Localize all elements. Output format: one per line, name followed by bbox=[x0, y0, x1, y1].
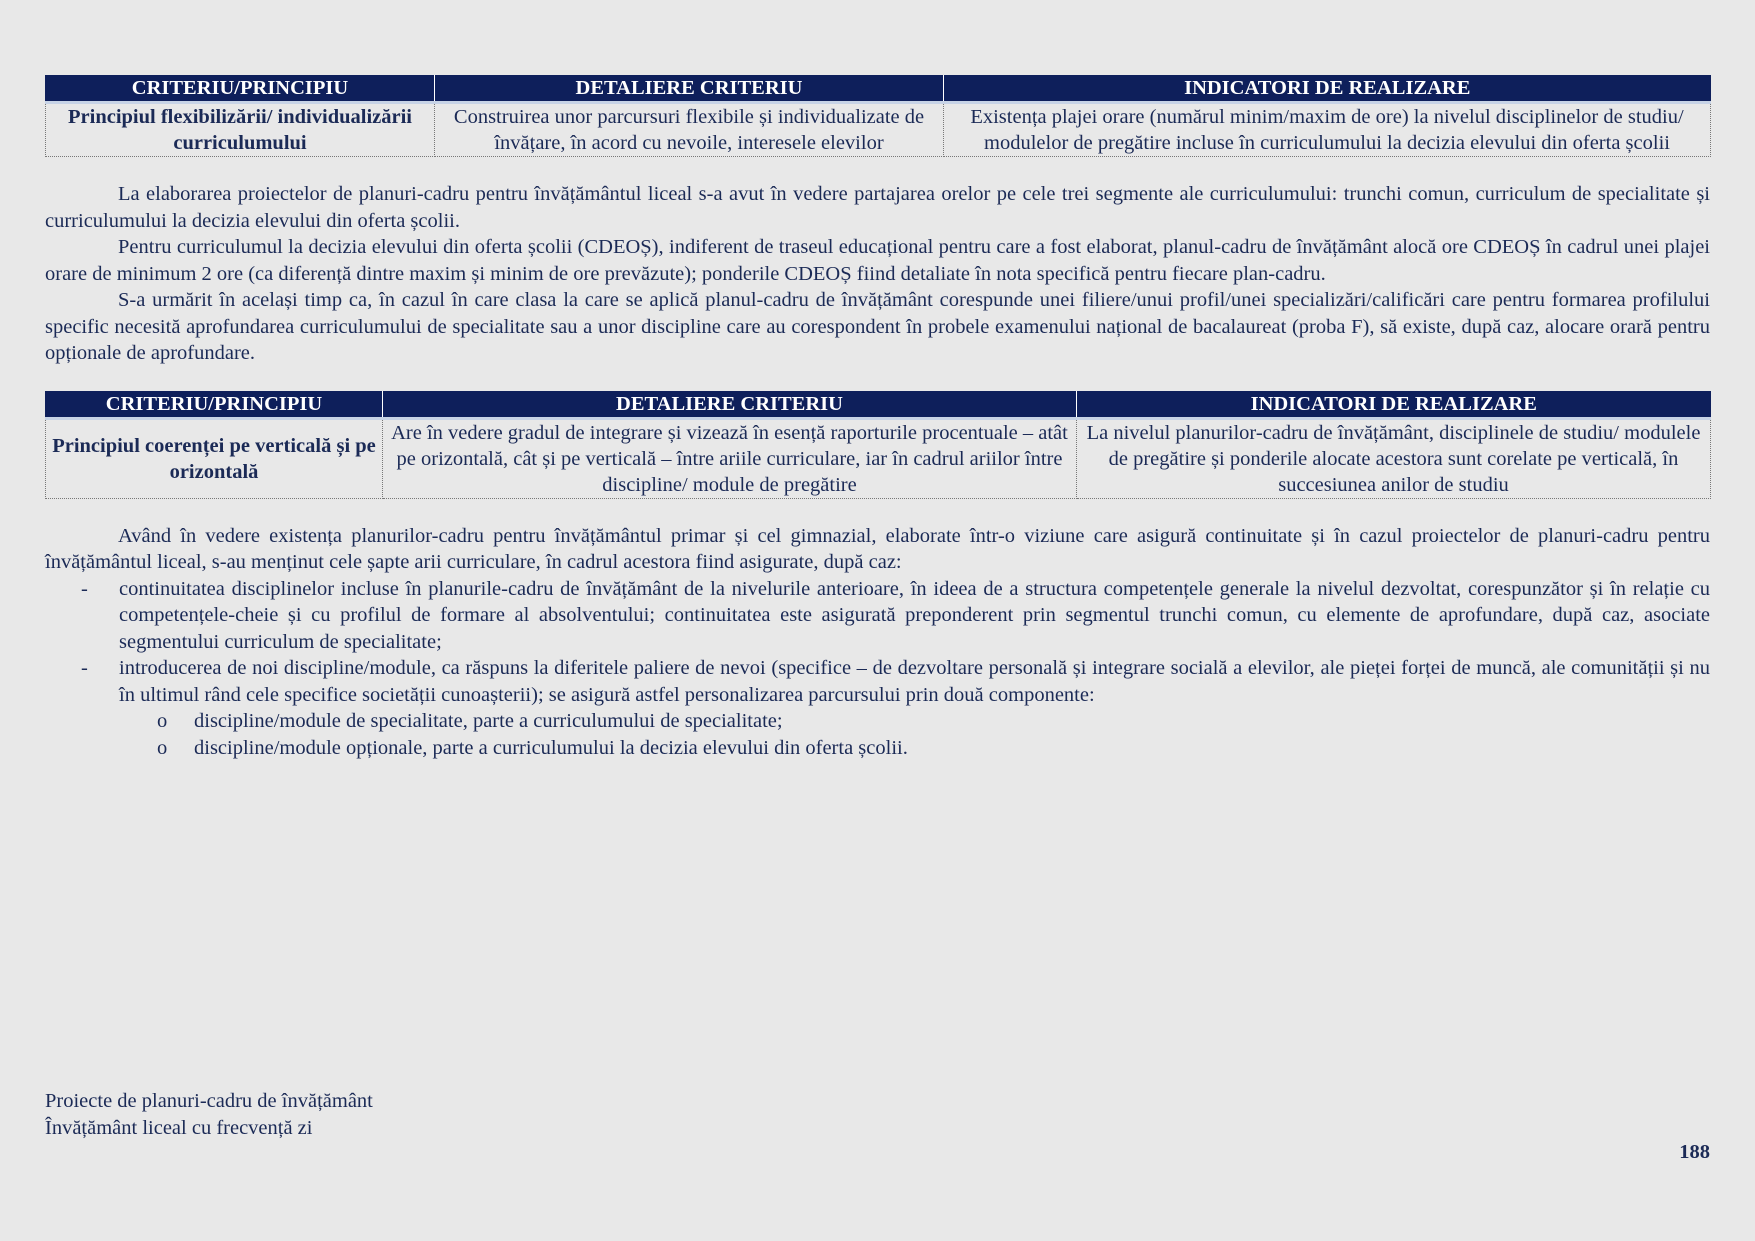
paragraph: Pentru curriculumul la decizia elevului din oferta școlii (CDEOȘ), indiferent de traseul educațional pentru care a fost elaborat, planul-cadru de învățământ alocă ore CDEOȘ în cadrul unei plajei orare de minimum 2 ore (ca diferență dintre maxim și minim de ore prevăzute); ponderile CDEOȘ fiind detaliate în nota specifică pentru fiecare plan-cadru. bbox=[45, 236, 1710, 285]
curricular-areas-section bbox=[45, 523, 1710, 762]
indicators-cell: Existența plajei orare (numărul minim/maxim de ore) la nivelul disciplinelor de studiu/ modulelor de pregătire incluse în curriculumului la decizia elevului din oferta școlii bbox=[944, 103, 1711, 157]
page-footer bbox=[45, 1088, 373, 1141]
header-detail: DETALIERE CRITERIU bbox=[435, 75, 944, 103]
sublist-item bbox=[119, 708, 1710, 735]
sublist-item-text: discipline/module opționale, parte a curriculumului la decizia elevului din oferta școlii. bbox=[194, 736, 908, 759]
table-row bbox=[46, 418, 1711, 498]
circle-bullet-icon: o bbox=[157, 710, 168, 732]
list-item-text: continuitatea disciplinelor incluse în planurile-cadru de învățământ de la nivelurile anterioare, în ideea de a structura competențele generale la nivelul dezvoltat, corespunzător și în relație cu competențele-cheie și cu profilul de formare al absolventului; continuitatea este asigurată preponderent prin segmentul trunchi comun, cu elemente de aprofundare, după caz, asociate segmentului curriculum de specialitate; bbox=[119, 577, 1710, 653]
header-indicators: INDICATORI DE REALIZARE bbox=[944, 75, 1711, 103]
table-header-row bbox=[46, 75, 1711, 103]
paragraph: S-a urmărit în același timp ca, în cazul în care clasa la care se aplică planul-cadru de învățământ corespunde unei filiere/unui profil/unei specializări/calificări care pentru formarea profilului specific necesită aprofundarea curriculumului de specialitate sau a unor discipline care au corespondent în probele examenului național de bacalaureat (proba F), să existe, după caz, alocare orară pentru opționale de aprofundare. bbox=[45, 289, 1710, 364]
page-number: 188 bbox=[1679, 1141, 1710, 1163]
table-header-row bbox=[46, 391, 1711, 419]
dash-bullet-icon: - bbox=[81, 657, 88, 679]
header-criterion: CRITERIU/PRINCIPIU bbox=[46, 75, 435, 103]
list-item bbox=[45, 576, 1710, 656]
header-detail: DETALIERE CRITERIU bbox=[383, 391, 1077, 419]
indicators-cell: La nivelul planurilor-cadru de învățământ, disciplinele de studiu/ modulele de pregătire și ponderile alocate acestora sunt corelate pe verticală, în succesiunea anilor de studiu bbox=[1077, 418, 1711, 498]
dash-list bbox=[45, 576, 1710, 762]
list-item bbox=[45, 655, 1710, 761]
table-row bbox=[46, 103, 1711, 157]
header-criterion: CRITERIU/PRINCIPIU bbox=[46, 391, 383, 419]
paragraph: La elaborarea proiectelor de planuri-cadru pentru învățământul liceal s-a avut în vedere partajarea orelor pe cele trei segmente ale curriculumului: trunchi comun, curriculum de specialitate și curriculumului la decizia elevului din oferta școlii. bbox=[45, 183, 1710, 232]
footer-line-title: Proiecte de planuri-cadru de învățământ bbox=[45, 1090, 373, 1112]
criteria-table-flexibility bbox=[45, 75, 1711, 157]
list-item-text: introducerea de noi discipline/module, ca răspuns la diferitele paliere de nevoi (specifice – de dezvoltare personală și integrare socială a elevilor, ale pieței forței de muncă, ale comunității și nu în ultimul rând cele specifice societății cunoașterii); se asigură astfel personalizarea parcursului prin două componente: bbox=[119, 657, 1710, 706]
header-indicators: INDICATORI DE REALIZARE bbox=[1077, 391, 1711, 419]
footer-line-subtitle: Învățământ liceal cu frecvență zi bbox=[45, 1116, 313, 1139]
criterion-cell: Principiul flexibilizării/ individualizării curriculumului bbox=[46, 103, 435, 157]
sublist-item bbox=[119, 735, 1710, 762]
criterion-cell: Principiul coerenței pe verticală și pe orizontală bbox=[46, 418, 383, 498]
criteria-table-coherence bbox=[45, 391, 1711, 499]
sublist-item-text: discipline/module de specialitate, parte a curriculumului de specialitate; bbox=[194, 710, 783, 732]
detail-cell: Are în vedere gradul de integrare și vizează în esență raporturile procentuale – atât pe orizontală, cât și pe verticală – între ariile curriculare, iar în cadrul ariilor între discipline/ module de pregătire bbox=[383, 418, 1077, 498]
dash-bullet-icon: - bbox=[81, 577, 88, 600]
circle-bullet-icon: o bbox=[157, 736, 168, 759]
partition-paragraphs bbox=[45, 181, 1710, 367]
paragraph: Având în vedere existența planurilor-cadru pentru învățământul primar și cel gimnazial, elaborate într-o viziune care asigură continuitate și în cazul proiectelor de planuri-cadru pentru învățământul liceal, s-au menținut cele șapte arii curriculare, în cadrul acestora fiind asigurate, după caz: bbox=[45, 524, 1710, 573]
document-page bbox=[45, 75, 1710, 761]
circle-sublist bbox=[119, 708, 1710, 761]
detail-cell: Construirea unor parcursuri flexibile și individualizate de învățare, în acord cu nevoile, interesele elevilor bbox=[435, 103, 944, 157]
